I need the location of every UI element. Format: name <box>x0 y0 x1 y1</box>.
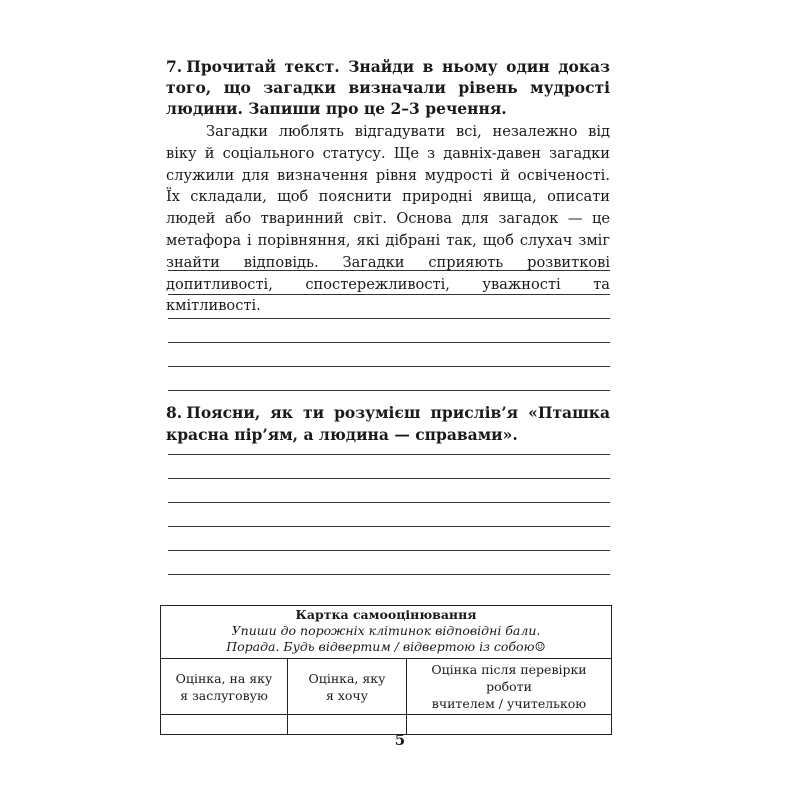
task-7-number: 7. <box>166 57 183 76</box>
column-header-line: вчителем / учителькою <box>431 696 587 711</box>
answer-line[interactable] <box>168 478 610 479</box>
answer-line[interactable] <box>168 318 610 319</box>
card-instruction: Упиши до порожніх клітинок відповідні бали. <box>231 623 541 638</box>
task-8-instruction <box>166 402 610 446</box>
column-header-wanted <box>288 659 407 715</box>
answer-line[interactable] <box>168 390 610 391</box>
column-header-after-check <box>407 659 612 715</box>
self-assessment-card <box>160 605 612 735</box>
task-7-answer-lines[interactable] <box>168 270 610 400</box>
task-8-instruction-text: Поясни, як ти розумієш прислів’я «Пташка красна пір’ям, а людина — справами». <box>166 403 610 444</box>
column-header-line: Оцінка після перевірки роботи <box>431 662 587 694</box>
column-header-line: Оцінка, на яку <box>175 670 273 686</box>
page-number: 5 <box>394 731 406 749</box>
column-header-deserved <box>161 659 288 715</box>
column-header-line: я заслуговую <box>180 687 268 703</box>
answer-line[interactable] <box>168 526 610 527</box>
answer-line[interactable] <box>168 550 610 551</box>
task-8 <box>166 402 610 446</box>
task-7-instruction-text: Прочитай текст. Знайди в ньому один доказ того, що загадки визначали рівень мудрості людини. Запиши про це 2–3 речення. <box>166 57 610 118</box>
task-8-answer-lines[interactable] <box>168 454 610 584</box>
answer-line[interactable] <box>168 454 610 455</box>
answer-line[interactable] <box>168 270 610 271</box>
answer-line[interactable] <box>168 574 610 575</box>
task-7-text: Загадки люблять відгадувати всі, незалежно від віку й соціального статусу. Ще з давніх-давен загадки служили для визначення рівня мудрості й освіченості. Їх складали, щоб пояснити природні явища, описати людей або тваринний світ. Основа для загадок — це метафора і порівняння, які дібрані так, щоб слухач зміг знайти відповідь. Загадки сприяють розвиткові допитливості, спостережливості, уважності та кмітливості. <box>166 123 610 315</box>
answer-line[interactable] <box>168 342 610 343</box>
task-8-number: 8. <box>166 403 183 422</box>
answer-line[interactable] <box>168 294 610 295</box>
column-header-line: я хочу <box>325 687 369 703</box>
card-title: Картка самооцінювання <box>295 607 477 622</box>
card-header <box>161 606 612 659</box>
card-advice: Порада. Будь відвертим / відвертою із собою☺ <box>226 639 546 654</box>
answer-line[interactable] <box>168 366 610 367</box>
task-7-instruction <box>166 56 610 119</box>
column-header-line: Оцінка, яку <box>308 670 386 686</box>
answer-line[interactable] <box>168 502 610 503</box>
